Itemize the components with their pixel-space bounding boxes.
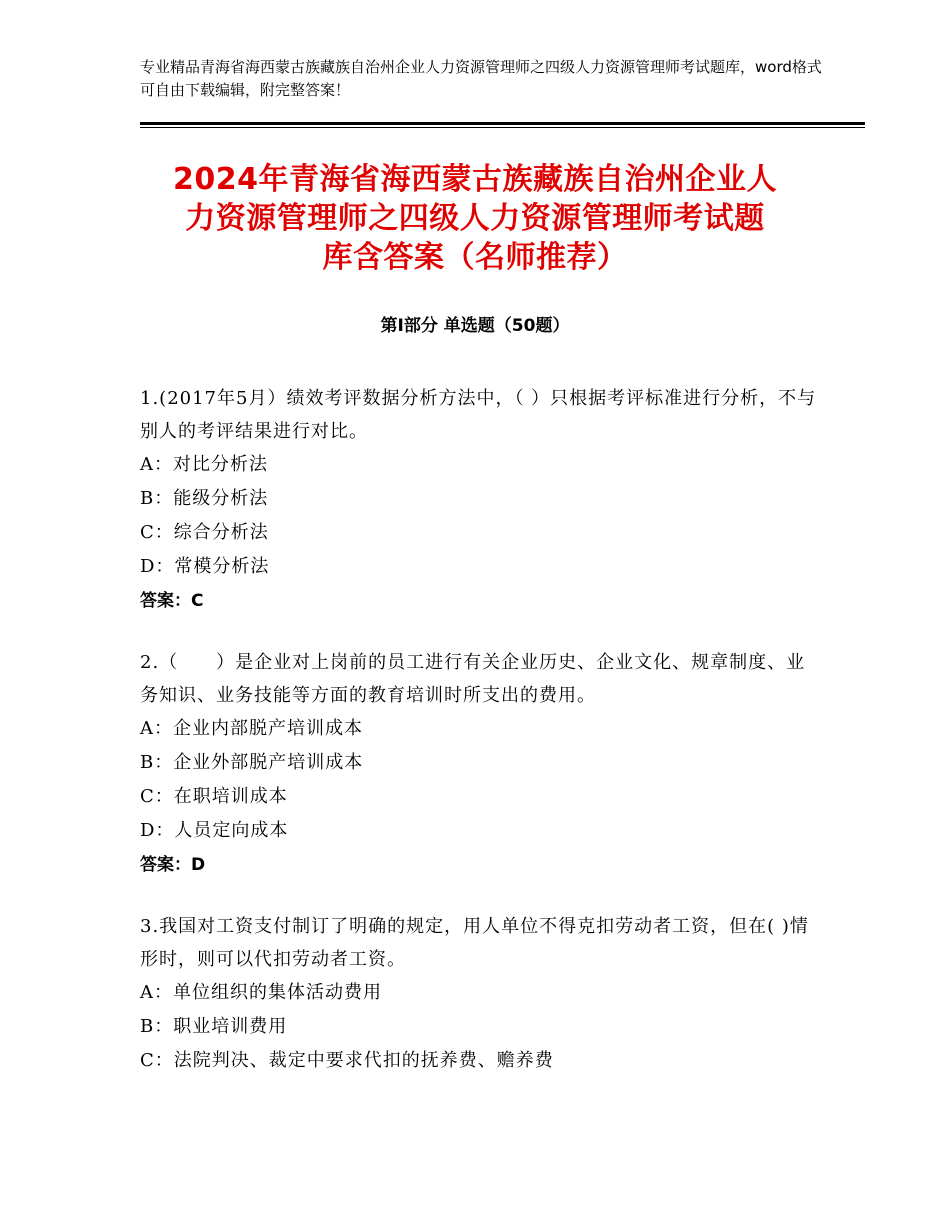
question-3 xyxy=(140,910,820,1078)
option-a: A：对比分析法 xyxy=(140,454,268,475)
option-c: C：法院判决、裁定中要求代扣的抚养费、赡养费 xyxy=(140,1050,554,1071)
option-c: C：综合分析法 xyxy=(140,522,269,543)
question-stem: 1.(2017年5月）绩效考评数据分析方法中，（ ）只根据考评标准进行分析，不与别人的考评结果进行对比。 xyxy=(140,388,817,442)
header-note: 专业精品青海省海西蒙古族藏族自治州企业人力资源管理师之四级人力资源管理师考试题库，word格式可自由下载编辑，附完整答案！ xyxy=(140,58,822,99)
option-b: B：职业培训费用 xyxy=(140,1016,288,1037)
question-list xyxy=(140,382,820,1106)
document-title xyxy=(130,160,820,277)
answer: 答案：D xyxy=(140,855,206,875)
header-rule-thin xyxy=(140,127,865,128)
question-stem: 2.（ ）是企业对上岗前的员工进行有关企业历史、企业文化、规章制度、业务知识、业务技能等方面的教育培训时所支出的费用。 xyxy=(140,652,806,706)
option-b: B：企业外部脱产培训成本 xyxy=(140,752,364,773)
title-line-3: 库含答案（名师推荐） xyxy=(322,240,628,275)
question-stem: 3.我国对工资支付制订了明确的规定，用人单位不得克扣劳动者工资，但在( )情形时，则可以代扣劳动者工资。 xyxy=(140,916,809,970)
title-line-1: 2024年青海省海西蒙古族藏族自治州企业人 xyxy=(173,162,777,197)
option-c: C：在职培训成本 xyxy=(140,786,288,807)
section-title: 第Ⅰ部分 单选题（50题） xyxy=(380,316,570,336)
option-d: D：人员定向成本 xyxy=(140,820,289,841)
option-a: A：单位组织的集体活动费用 xyxy=(140,982,382,1003)
option-a: A：企业内部脱产培训成本 xyxy=(140,718,363,739)
question-2 xyxy=(140,646,820,882)
option-d: D：常模分析法 xyxy=(140,556,270,577)
question-1 xyxy=(140,382,820,618)
header-rule-thick xyxy=(140,122,865,125)
answer: 答案：C xyxy=(140,591,204,611)
option-b: B：能级分析法 xyxy=(140,488,269,509)
title-line-2: 力资源管理师之四级人力资源管理师考试题 xyxy=(185,201,765,236)
